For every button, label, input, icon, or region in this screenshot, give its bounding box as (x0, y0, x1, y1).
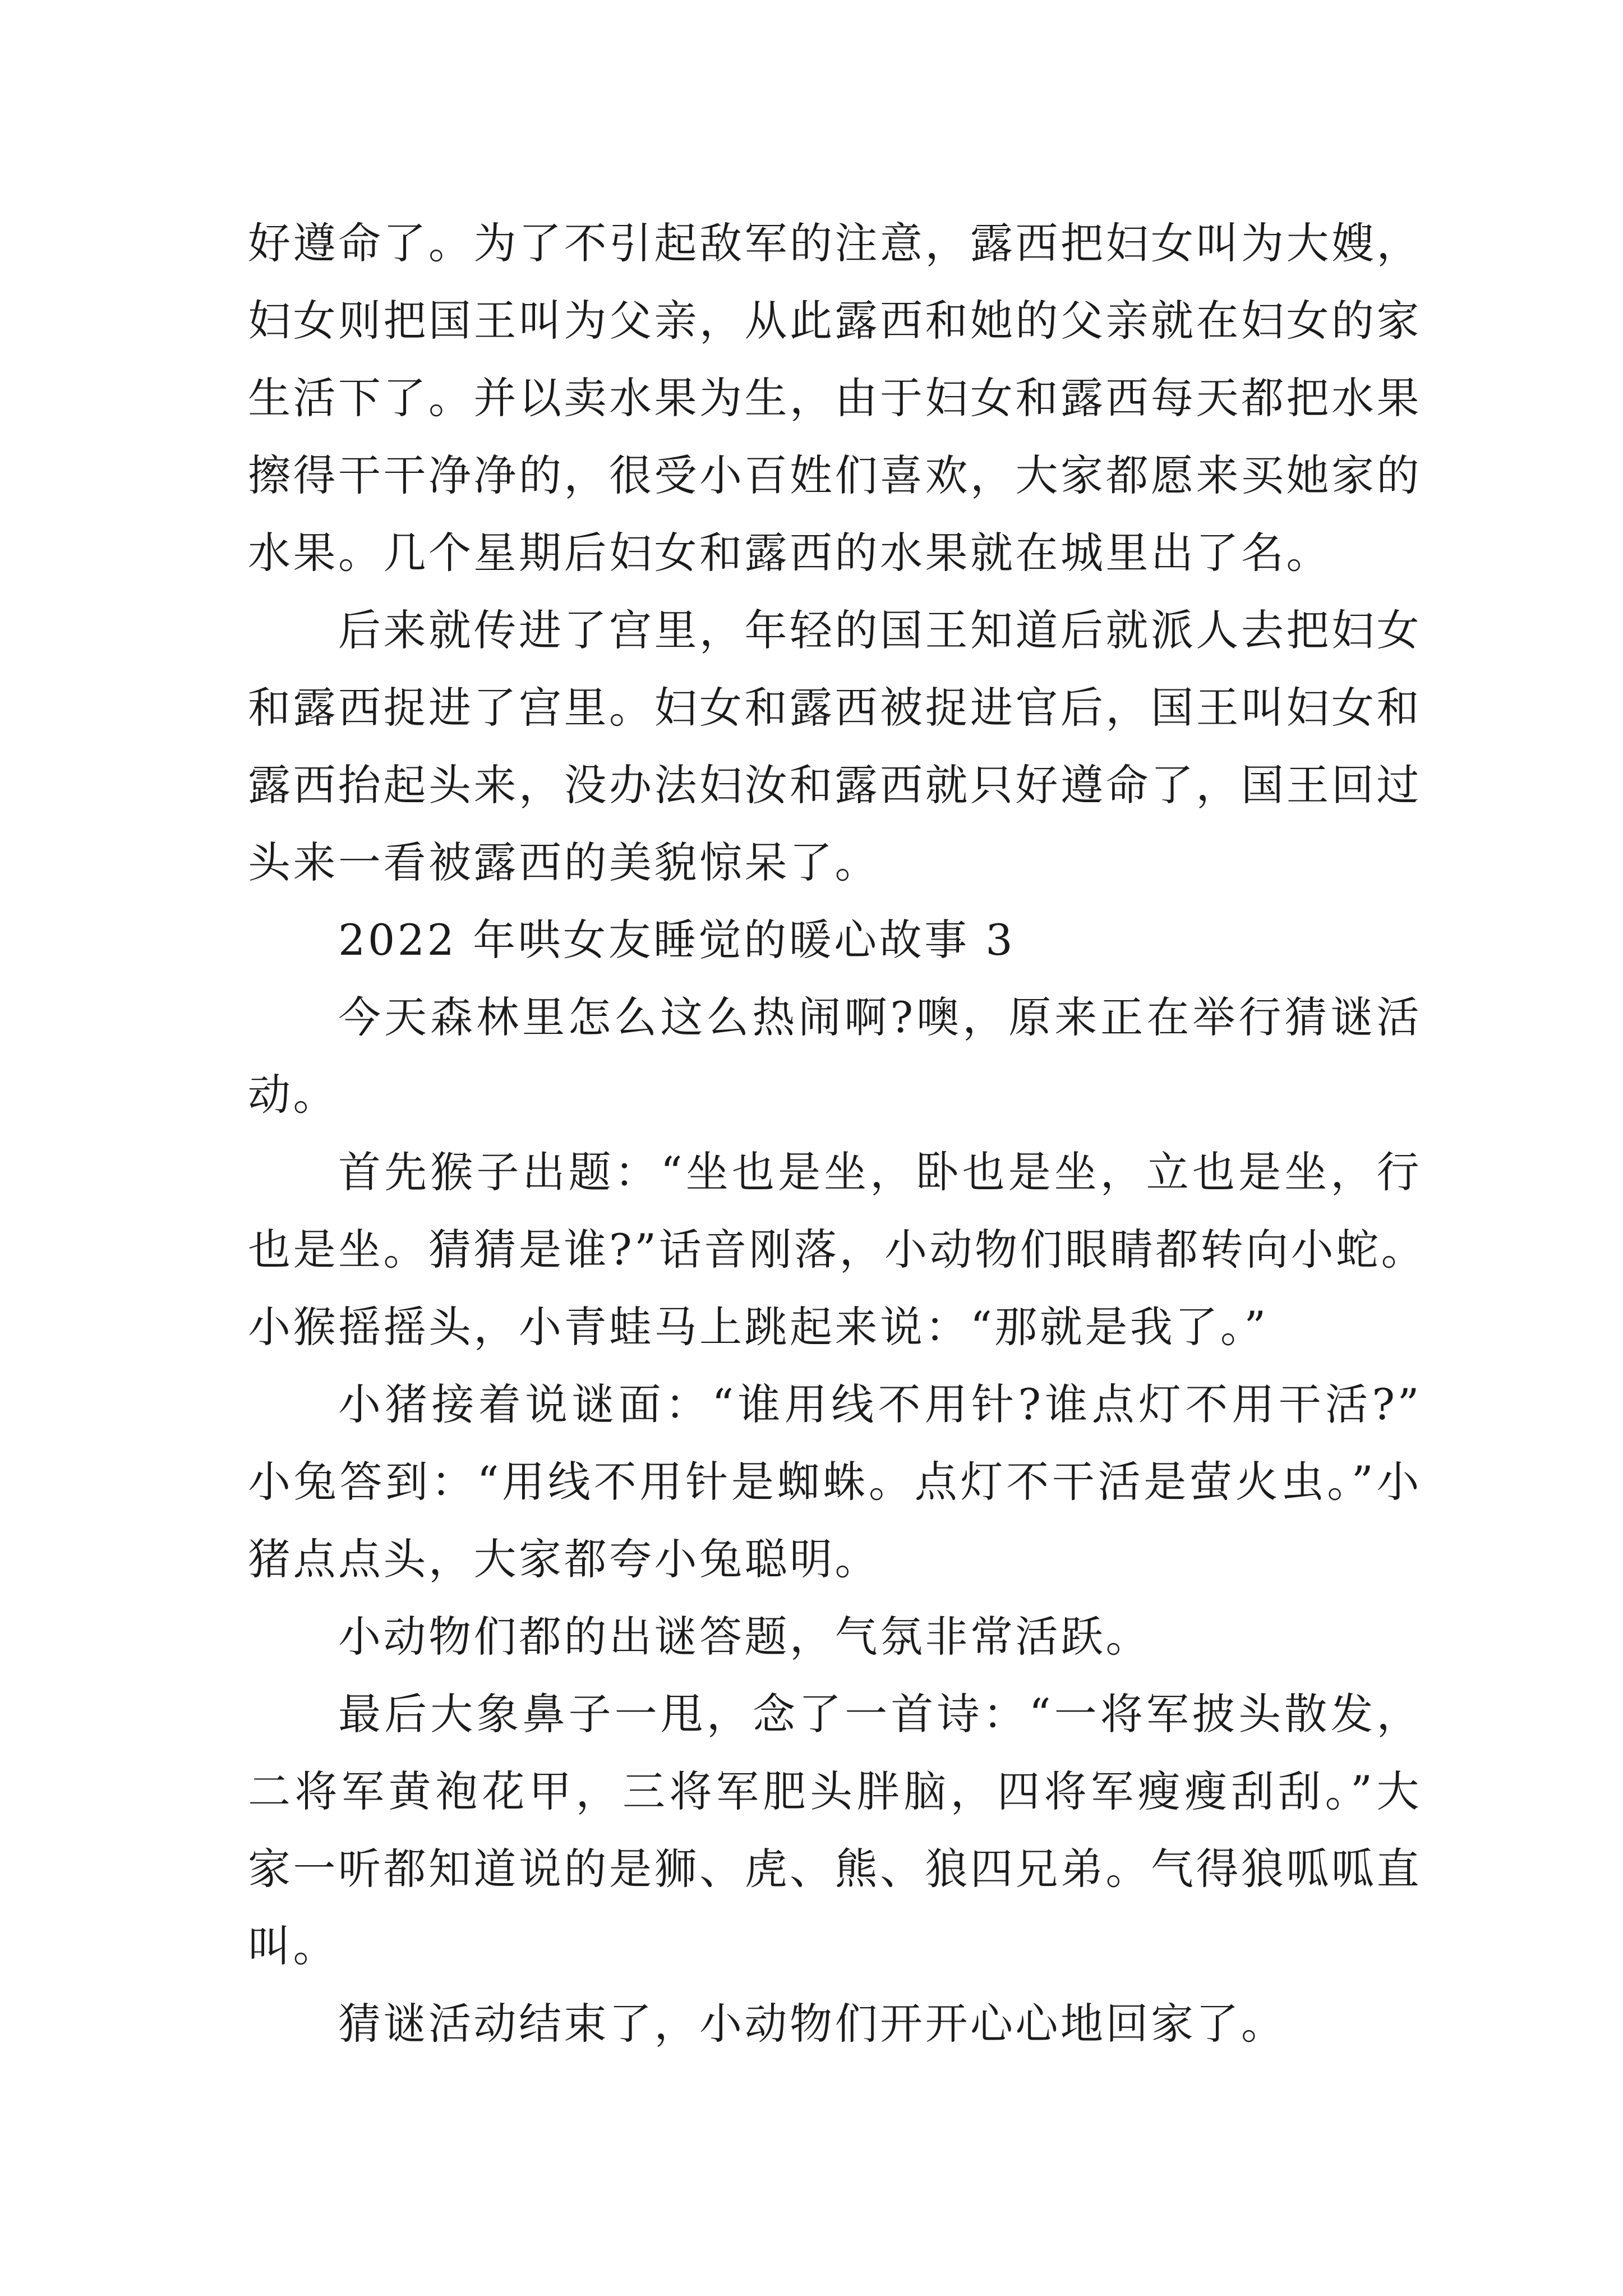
text-line: 后来就传进了宫里，年轻的国王知道后就派人去把妇女 (338, 605, 1422, 655)
text-line: 小兔答到：“用线不用针是蜘蛛。点灯不干活是萤火虫。”小 (248, 1457, 1422, 1507)
text-line: 妇女则把国王叫为父亲，从此露西和她的父亲就在妇女的家 (248, 296, 1422, 346)
text-line: 擦得干干净净的，很受小百姓们喜欢，大家都愿来买她家的 (248, 450, 1422, 500)
paragraph (248, 1985, 1422, 2063)
text-line: 猜谜活动结束了，小动物们开开心心地回家了。 (338, 1999, 1287, 2049)
text-line: 小猪接着说谜面：“谁用线不用针?谁点灯不用干活?” (338, 1379, 1422, 1429)
section-title (248, 901, 1422, 979)
paragraph (248, 1134, 1427, 1366)
text-line: 小猴摇摇头，小青蛙马上跳起来说：“那就是我了。” (248, 1302, 1269, 1352)
paragraph (248, 1598, 1422, 1676)
text-line: 叫。 (248, 1921, 338, 1971)
text-line: 和露西捉进了宫里。妇女和露西被捉进官后，国王叫妇女和 (248, 683, 1422, 733)
text-line: 生活下了。并以卖水果为生，由于妇女和露西每天都把水果 (248, 373, 1422, 423)
text-line: 头来一看被露西的美貌惊呆了。 (248, 838, 880, 887)
text-line: 今天森林里怎么这么热闹啊?噢，原来正在举行猜谜活 (338, 992, 1422, 1042)
text-line: 水果。几个星期后妇女和露西的水果就在城里出了名。 (248, 528, 1331, 578)
text-line: 露西抬起头来，没办法妇汝和露西就只好遵命了，国王回过 (248, 760, 1422, 810)
paragraph (248, 1366, 1422, 1598)
text-line: 好遵命了。为了不引起敌军的注意，露西把妇女叫为大嫂， (248, 218, 1422, 268)
paragraph (248, 979, 1422, 1134)
text-line: 也是坐。猜猜是谁?”话音刚落，小动物们眼睛都转向小蛇。 (248, 1225, 1427, 1274)
section-title-text: 2022 年哄女友睡觉的暖心故事 3 (338, 915, 1016, 965)
text-line: 动。 (248, 1070, 338, 1120)
paragraph-continued (248, 205, 1422, 592)
text-line: 家一听都知道说的是狮、虎、熊、狼四兄弟。气得狼呱呱直 (248, 1844, 1422, 1894)
text-line: 二将军黄袍花甲，三将军肥头胖脑，四将军瘦瘦刮刮。”大 (248, 1766, 1422, 1816)
text-line: 最后大象鼻子一甩，念了一首诗：“一将军披头散发， (338, 1689, 1422, 1739)
paragraph (248, 1676, 1422, 1985)
paragraph (248, 592, 1422, 901)
text-line: 猪点点头，大家都夸小兔聪明。 (248, 1534, 880, 1584)
text-line: 小动物们都的出谜答题，气氛非常活跃。 (338, 1612, 1151, 1662)
text-line: 首先猴子出题：“坐也是坐，卧也是坐，立也是坐，行 (338, 1147, 1422, 1197)
